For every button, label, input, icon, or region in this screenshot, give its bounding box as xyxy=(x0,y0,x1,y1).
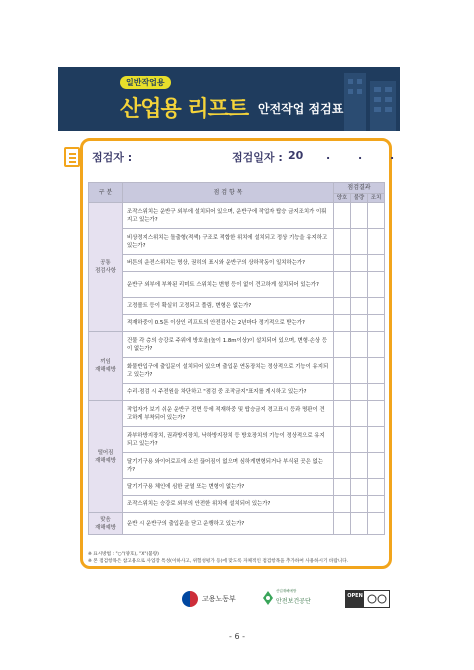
kosha-logo-icon xyxy=(262,590,274,606)
action-cell[interactable] xyxy=(368,203,385,229)
date-dot: . xyxy=(326,149,331,162)
checklist-item: 운반구 외부에 부착된 리미트 스위치는 변형 등이 없이 견고하게 설치되어 있는가? xyxy=(123,272,334,298)
good-checkbox[interactable] xyxy=(334,427,351,453)
kosha-name: 안전보건공단 xyxy=(276,598,311,605)
bad-checkbox[interactable] xyxy=(351,229,368,255)
good-checkbox[interactable] xyxy=(334,384,351,401)
date-dot: . xyxy=(358,149,363,162)
good-checkbox[interactable] xyxy=(334,496,351,513)
page-number: - 6 - xyxy=(229,632,245,641)
good-checkbox[interactable] xyxy=(334,401,351,427)
action-cell[interactable] xyxy=(368,453,385,479)
action-cell[interactable] xyxy=(368,255,385,272)
bad-checkbox[interactable] xyxy=(351,272,368,298)
inspection-info xyxy=(64,147,394,169)
checklist-table xyxy=(88,182,385,535)
custom-items-note: ※ 본 점검항목은 참고용으로 사업장 특성(이하사고, 위험성평가 등)에 맞도록 자체적인 점검항목을 추가하여 사용하시기 바랍니다. xyxy=(88,559,349,564)
good-checkbox[interactable] xyxy=(334,203,351,229)
good-checkbox[interactable] xyxy=(334,479,351,496)
header-bad: 불량 xyxy=(351,194,368,203)
inspection-year: 20 xyxy=(288,149,304,162)
footer-logos xyxy=(0,588,474,612)
footnotes xyxy=(88,551,388,565)
checklist-item: 비상정지스위치는 돌출형(적색) 구조로 적합한 위치에 설치되고 정상 기능을 유지하고 있는가? xyxy=(123,229,334,255)
action-cell[interactable] xyxy=(368,315,385,332)
category-struck: 맞음 재해예방 xyxy=(89,513,123,535)
checklist-item: 버튼의 운전스위치는 명상, 권히의 표시와 운반구의 상하작동이 일치하는가? xyxy=(123,255,334,272)
kosha-tagline: 산업재해예방 xyxy=(276,589,297,593)
good-checkbox[interactable] xyxy=(334,315,351,332)
bad-checkbox[interactable] xyxy=(351,298,368,315)
good-checkbox[interactable] xyxy=(334,453,351,479)
checklist-item: 과부하방지장치, 권과방지장치, 낙하방지장치 등 방호장치의 기능이 정상적으로 유지되고 있는가? xyxy=(123,427,334,453)
category-caught: 끼임 재해예방 xyxy=(89,332,123,401)
bad-checkbox[interactable] xyxy=(351,384,368,401)
document-subtitle: 안전작업 점검표 xyxy=(258,102,344,116)
bad-checkbox[interactable] xyxy=(351,315,368,332)
action-cell[interactable] xyxy=(368,298,385,315)
good-checkbox[interactable] xyxy=(334,229,351,255)
inspector-label: 점검자 : xyxy=(92,151,133,164)
action-cell[interactable] xyxy=(368,479,385,496)
document-title: 산업용 리프트 xyxy=(120,97,249,122)
moel-emblem-icon xyxy=(182,591,198,607)
action-cell[interactable] xyxy=(368,272,385,298)
bad-checkbox[interactable] xyxy=(351,427,368,453)
checklist-item: 건물 각 층의 승강로 주위에 방호울(높이 1.8m이상)이 설치되어 있으며, 변형·손상 등이 없는가? xyxy=(123,332,334,358)
bad-checkbox[interactable] xyxy=(351,479,368,496)
checklist-item: 달기기구용 체인에 심한 균열 또는 변형이 없는가? xyxy=(123,479,334,496)
good-checkbox[interactable] xyxy=(334,332,351,358)
header-result: 점검결과 xyxy=(334,183,385,194)
bad-checkbox[interactable] xyxy=(351,513,368,535)
action-cell[interactable] xyxy=(368,384,385,401)
checklist-item: 화물반입구에 출입문이 설치되어 있으며 출입문 연동장치는 정상적으로 기능이 유지되고 있는가? xyxy=(123,358,334,384)
header-items: 점 검 항 목 xyxy=(123,183,334,203)
inspection-date-label: 점검일자 : xyxy=(232,151,283,164)
bad-checkbox[interactable] xyxy=(351,203,368,229)
legend-note: ※ 표시방법 : "○"(양호), "X"(불량) xyxy=(88,552,159,557)
header-good: 양호 xyxy=(334,194,351,203)
action-cell[interactable] xyxy=(368,358,385,384)
checklist-item: 운반 시 운반구의 출입문을 닫고 운행하고 있는가? xyxy=(123,513,334,535)
checklist-item: 작업자가 보기 쉬운 운반구 전면 등에 적재하중 및 탑승금지 경고표시 등과 명판이 견고하게 부착되어 있는가? xyxy=(123,401,334,427)
bad-checkbox[interactable] xyxy=(351,453,368,479)
good-checkbox[interactable] xyxy=(334,255,351,272)
checklist-item: 조작스위치는 승강로 외부의 안전한 위치에 설치되어 있는가? xyxy=(123,496,334,513)
moel-name: 고용노동부 xyxy=(202,595,236,603)
checklist-item: 달기기구용 와이어로프에 소선 끊어짐이 없으며 심하게변형되거나 부식된 곳은 없는가? xyxy=(123,453,334,479)
building-decoration-icon xyxy=(330,67,400,131)
checklist-body xyxy=(89,203,385,535)
action-cell[interactable] xyxy=(368,513,385,535)
license-type-icon xyxy=(366,593,388,605)
checklist-item: 적재하중이 0.5톤 이상인 리프트의 안전검사는 2년마다 정기적으로 받는가? xyxy=(123,315,334,332)
checklist-item: 고정볼트 등이 확실히 고정되고 풀림, 변형은 없는가? xyxy=(123,298,334,315)
action-cell[interactable] xyxy=(368,229,385,255)
bad-checkbox[interactable] xyxy=(351,496,368,513)
bad-checkbox[interactable] xyxy=(351,358,368,384)
document-icon xyxy=(64,147,80,167)
bad-checkbox[interactable] xyxy=(351,332,368,358)
good-checkbox[interactable] xyxy=(334,513,351,535)
date-dot: . xyxy=(390,149,395,162)
open-label: OPEN xyxy=(346,591,364,607)
bad-checkbox[interactable] xyxy=(351,255,368,272)
header-category: 구 분 xyxy=(89,183,123,203)
good-checkbox[interactable] xyxy=(334,298,351,315)
action-cell[interactable] xyxy=(368,401,385,427)
action-cell[interactable] xyxy=(368,427,385,453)
header-action: 조치 xyxy=(368,194,385,203)
checklist-item: 수리·점검 시 주전원을 차단하고 "점검 중 조작금지"표지를 게시하고 있는가? xyxy=(123,384,334,401)
action-cell[interactable] xyxy=(368,332,385,358)
bad-checkbox[interactable] xyxy=(351,401,368,427)
action-cell[interactable] xyxy=(368,496,385,513)
category-common: 공통 점검사항 xyxy=(89,203,123,332)
good-checkbox[interactable] xyxy=(334,272,351,298)
good-checkbox[interactable] xyxy=(334,358,351,384)
checklist-item: 조작스위치는 운반구 외부에 설치되어 있으며, 운반구에 작업자 탑승 금지조치가 이뤄지고 있는가? xyxy=(123,203,334,229)
category-tag: 일반작업용 xyxy=(120,76,171,89)
category-fall: 떨어짐 재해예방 xyxy=(89,401,123,513)
open-license-badge xyxy=(345,590,390,608)
title-banner xyxy=(58,67,400,131)
